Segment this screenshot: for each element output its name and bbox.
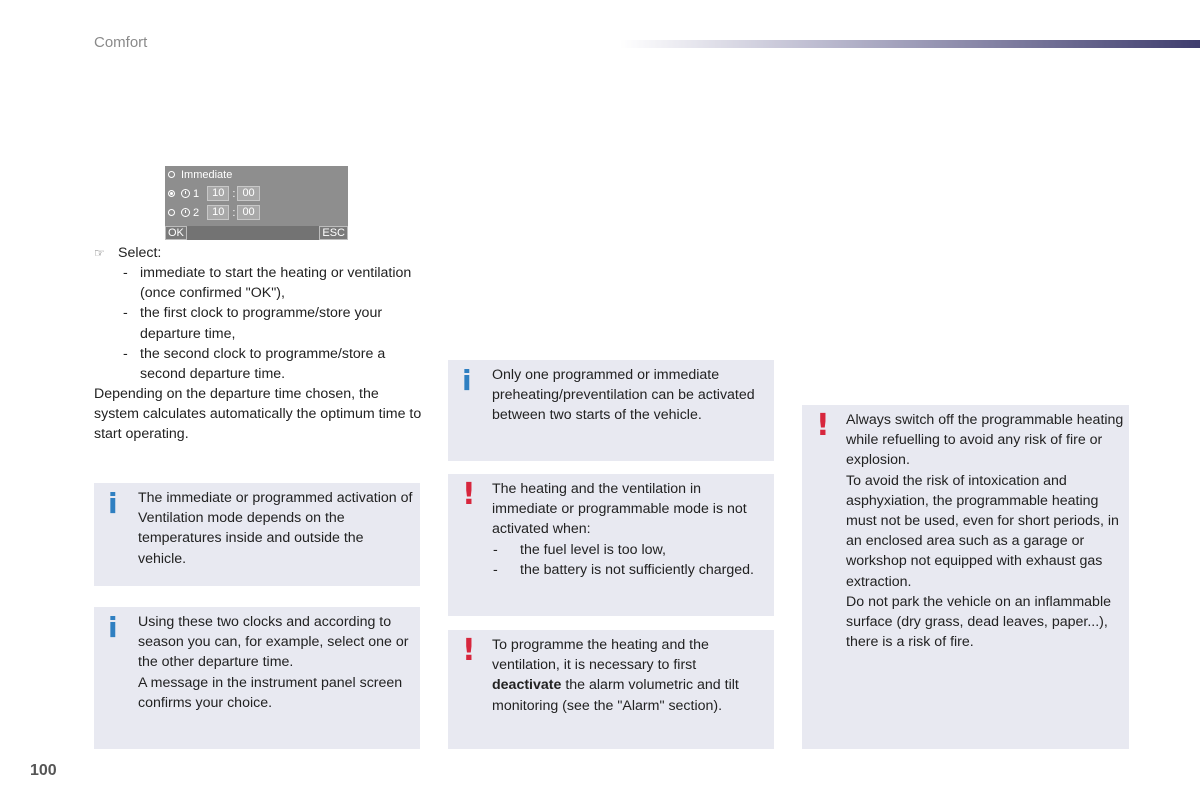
warning-icon: ! bbox=[462, 477, 476, 512]
list-item: - the second clock to programme/store a second departure time. bbox=[120, 344, 420, 384]
clock2-hour: 10 bbox=[207, 205, 229, 220]
clock2-index: 2 bbox=[193, 206, 200, 219]
ok-button: OK bbox=[165, 226, 187, 240]
warning-box-text bbox=[846, 410, 1124, 652]
list-item: - the first clock to programme/store your departure time, bbox=[120, 303, 420, 343]
header-bar bbox=[620, 40, 1200, 48]
clock1-minute: 00 bbox=[237, 186, 259, 201]
warning-box-text bbox=[492, 635, 767, 716]
clock1-hour: 10 bbox=[207, 186, 229, 201]
refuelling-para1: Always switch off the programmable heating while refuelling to avoid any risk of fire or explosion. bbox=[846, 412, 1124, 469]
alarm-text-after: the alarm volumetric and tilt monitoring (see the "Alarm" section). bbox=[492, 677, 739, 714]
select-options-list bbox=[120, 263, 420, 384]
alarm-text-before: To programme the heating and the ventilation, it is necessary to first bbox=[492, 637, 709, 674]
refuelling-para2: To avoid the risk of intoxication and asphyxiation, the programmable heating must not be used, even for short periods, in an enclosed area such as a garage or workshop not equipped with exhaust gas extraction. bbox=[846, 472, 1119, 590]
clock2-row bbox=[168, 204, 260, 221]
warning-box-refuelling bbox=[802, 405, 1129, 749]
section-title: Comfort bbox=[94, 34, 148, 51]
warning-icon: ! bbox=[462, 633, 476, 668]
clock-icon bbox=[181, 208, 190, 217]
info-icon: i bbox=[108, 487, 118, 520]
refuelling-para3: Do not park the vehicle on an inflammable surface (dry grass, dead leaves, paper...), there is a risk of fire. bbox=[846, 593, 1111, 651]
select-label: Select: bbox=[118, 245, 162, 261]
warning-conditions-list bbox=[492, 540, 767, 580]
clock2-colon: : bbox=[232, 206, 236, 219]
info-box-ventilation bbox=[94, 483, 420, 586]
warning-box-not-activated bbox=[448, 474, 774, 616]
info-icon: i bbox=[462, 364, 472, 397]
info-box-text: The immediate or programmed activation of Ventilation mode depends on the temperatures inside and outside the vehicle. bbox=[138, 490, 413, 567]
clock-icon bbox=[181, 189, 190, 198]
clock1-index: 1 bbox=[193, 187, 200, 200]
radio-clock2-icon bbox=[168, 209, 175, 216]
radio-clock1-icon bbox=[168, 190, 175, 197]
clock1-colon: : bbox=[232, 187, 236, 200]
warning-box-text bbox=[492, 479, 767, 580]
radio-immediate-icon bbox=[168, 171, 175, 178]
immediate-row bbox=[168, 166, 232, 183]
pointing-hand-icon: ☞ bbox=[94, 246, 105, 260]
info-box-text bbox=[138, 612, 413, 713]
select-instruction bbox=[94, 243, 161, 263]
clock2-minute: 00 bbox=[237, 205, 259, 220]
clocks-text-line2: A message in the instrument panel screen confirms your choice. bbox=[138, 674, 403, 711]
clocks-text-line1: Using these two clocks and according to season you can, for example, select one or the other departure time. bbox=[138, 614, 409, 671]
clock1-row bbox=[168, 185, 260, 202]
warning-intro: The heating and the ventilation in immediate or programmable mode is not activated when: bbox=[492, 481, 747, 538]
immediate-label: Immediate bbox=[181, 168, 233, 181]
info-box-one-program bbox=[448, 360, 774, 461]
page-number: 100 bbox=[30, 762, 57, 779]
list-item: - immediate to start the heating or ventilation (once confirmed "OK"), bbox=[120, 263, 420, 303]
screen-bottom-spacer bbox=[187, 226, 319, 240]
programming-screen bbox=[165, 166, 348, 240]
list-item: - the fuel level is too low, bbox=[492, 540, 767, 560]
departure-time-paragraph: Depending on the departure time chosen, the system calculates automatically the optimum time to start operating. bbox=[94, 386, 422, 443]
alarm-text-bold: deactivate bbox=[492, 677, 562, 694]
info-icon: i bbox=[108, 611, 118, 644]
warning-box-alarm bbox=[448, 630, 774, 749]
info-box-clocks bbox=[94, 607, 420, 749]
screen-button-bar bbox=[165, 226, 348, 240]
list-item: - the battery is not sufficiently charged. bbox=[492, 560, 767, 580]
info-box-text: Only one programmed or immediate preheating/preventilation can be activated between two starts of the vehicle. bbox=[492, 367, 755, 424]
warning-icon: ! bbox=[816, 408, 830, 443]
esc-button: ESC bbox=[319, 226, 348, 240]
